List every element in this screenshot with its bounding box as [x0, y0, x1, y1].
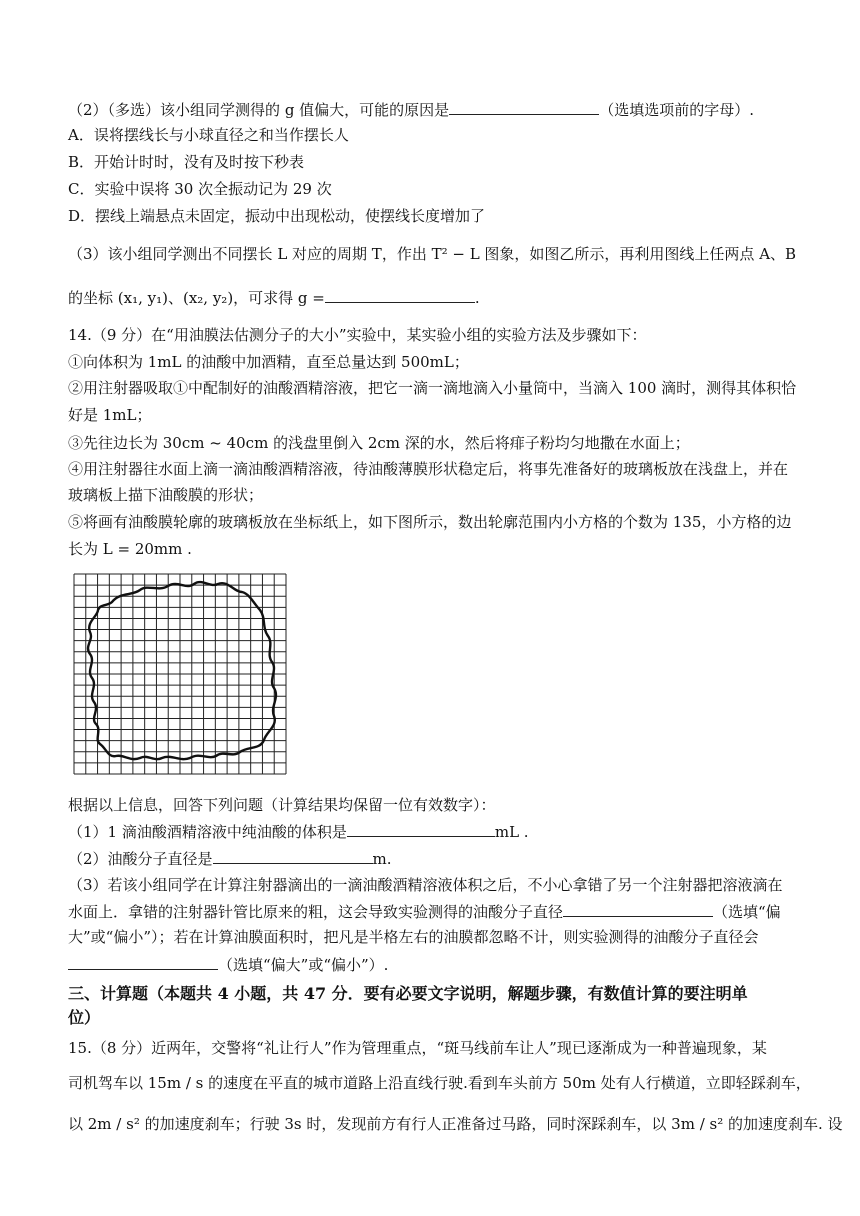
- answer-blank: [325, 286, 475, 303]
- section-heading-line2: 位）: [68, 1008, 101, 1027]
- oil-film-outline: [88, 582, 276, 759]
- q15-line2: 司机驾车以 15m / s 的速度在平直的城市道路上沿直线行驶.看到车头前方 50m 处有人行横道，立即轻踩刹车，: [68, 1074, 811, 1092]
- option-a: A．误将摆线长与小球直径之和当作摆长人: [68, 126, 349, 144]
- answer-blank: [449, 98, 599, 115]
- option-d: D．摆线上端悬点未固定，振动中出现松动，使摆线长度增加了: [68, 207, 486, 225]
- q14-step4b: 玻璃板上描下油酸膜的形状；: [68, 486, 264, 504]
- q14-step1: ①向体积为 1mL 的油酸中加酒精，直至总量达到 500mL；: [68, 353, 469, 371]
- q14-step5a: ⑤将画有油酸膜轮廓的玻璃板放在坐标纸上，如下图所示，数出轮廓范围内小方格的个数为 135，小方格的边: [68, 513, 792, 531]
- option-b: B．开始计时时，没有及时按下秒表: [68, 153, 305, 171]
- q14-after: 根据以上信息，回答下列问题（计算结果均保留一位有效数字）：: [68, 796, 496, 814]
- q14-answer1: （1）1 滴油酸酒精溶液中纯油酸的体积是 mL .: [68, 820, 800, 843]
- answer-blank: [68, 953, 218, 970]
- answer-blank: [347, 820, 495, 837]
- q13-part3-line1: （3）该小组同学测出不同摆长 L 对应的周期 T，作出 T² − L 图象，如图乙所示，再利用图线上任两点 A、B: [68, 245, 797, 263]
- option-c: C．实验中误将 30 次全振动记为 29 次: [68, 180, 332, 198]
- q13-part2: （2）（多选）该小组同学测得的 g 值偏大，可能的原因是 （选填选项前的字母）.: [68, 98, 800, 121]
- q14-answer3-line3: 大”或“偏小”）；若在计算油膜面积时，把凡是半格左右的油膜都忽略不计，则实验测得的油酸分子直径会: [68, 928, 759, 946]
- q14-intro: 14.（9 分）在“用油膜法估测分子的大小”实验中，某实验小组的实验方法及步骤如下：: [68, 326, 647, 344]
- q14-answer2: （2）油酸分子直径是 m.: [68, 847, 800, 870]
- section-heading-line1: 三、计算题（本题共 4 小题，共 47 分．要有必要文字说明，解题步骤，有数值计算的要注明单: [68, 984, 748, 1003]
- q14-step3: ③先往边长为 30cm ~ 40cm 的浅盘里倒入 2cm 深的水，然后将痱子粉均匀地撒在水面上；: [68, 434, 690, 452]
- q15-line1: 15.（8 分）近两年，交警将“礼让行人”作为管理重点，“斑马线前车让人”现已逐渐成为一种普遍现象，某: [68, 1039, 767, 1057]
- oil-film-grid-figure: [68, 570, 292, 778]
- answer-blank: [563, 900, 713, 917]
- q14-answer3-line4: （选填“偏大”或“偏小”）.: [68, 953, 800, 976]
- q14-answer3-line2: 水面上．拿错的注射器针管比原来的粗，这会导致实验测得的油酸分子直径 （选填“偏: [68, 900, 800, 923]
- q15-line3: 以 2m / s² 的加速度刹车；行驶 3s 时，发现前方有行人正准备过马路，同时深踩刹车，以 3m / s² 的加速度刹车. 设: [68, 1115, 843, 1133]
- answer-blank: [213, 847, 373, 864]
- q14-answer3-line1: （3）若该小组同学在计算注射器滴出的一滴油酸酒精溶液体积之后，不小心拿错了另一个注射器把溶液滴在: [68, 876, 783, 894]
- q14-step2a: ②用注射器吸取①中配制好的油酸酒精溶液，把它一滴一滴地滴入小量筒中，当滴入 100 滴时，测得其体积恰: [68, 379, 797, 397]
- q13-part3-line2: 的坐标 (x₁, y₁)、(x₂, y₂)，可求得 g = .: [68, 286, 800, 309]
- q14-step5b: 长为 L = 20mm .: [68, 540, 192, 558]
- q14-step2b: 好是 1mL；: [68, 406, 152, 424]
- q14-step4a: ④用注射器往水面上滴一滴油酸酒精溶液，待油酸薄膜形状稳定后，将事先准备好的玻璃板放在浅盘上，并在: [68, 460, 789, 478]
